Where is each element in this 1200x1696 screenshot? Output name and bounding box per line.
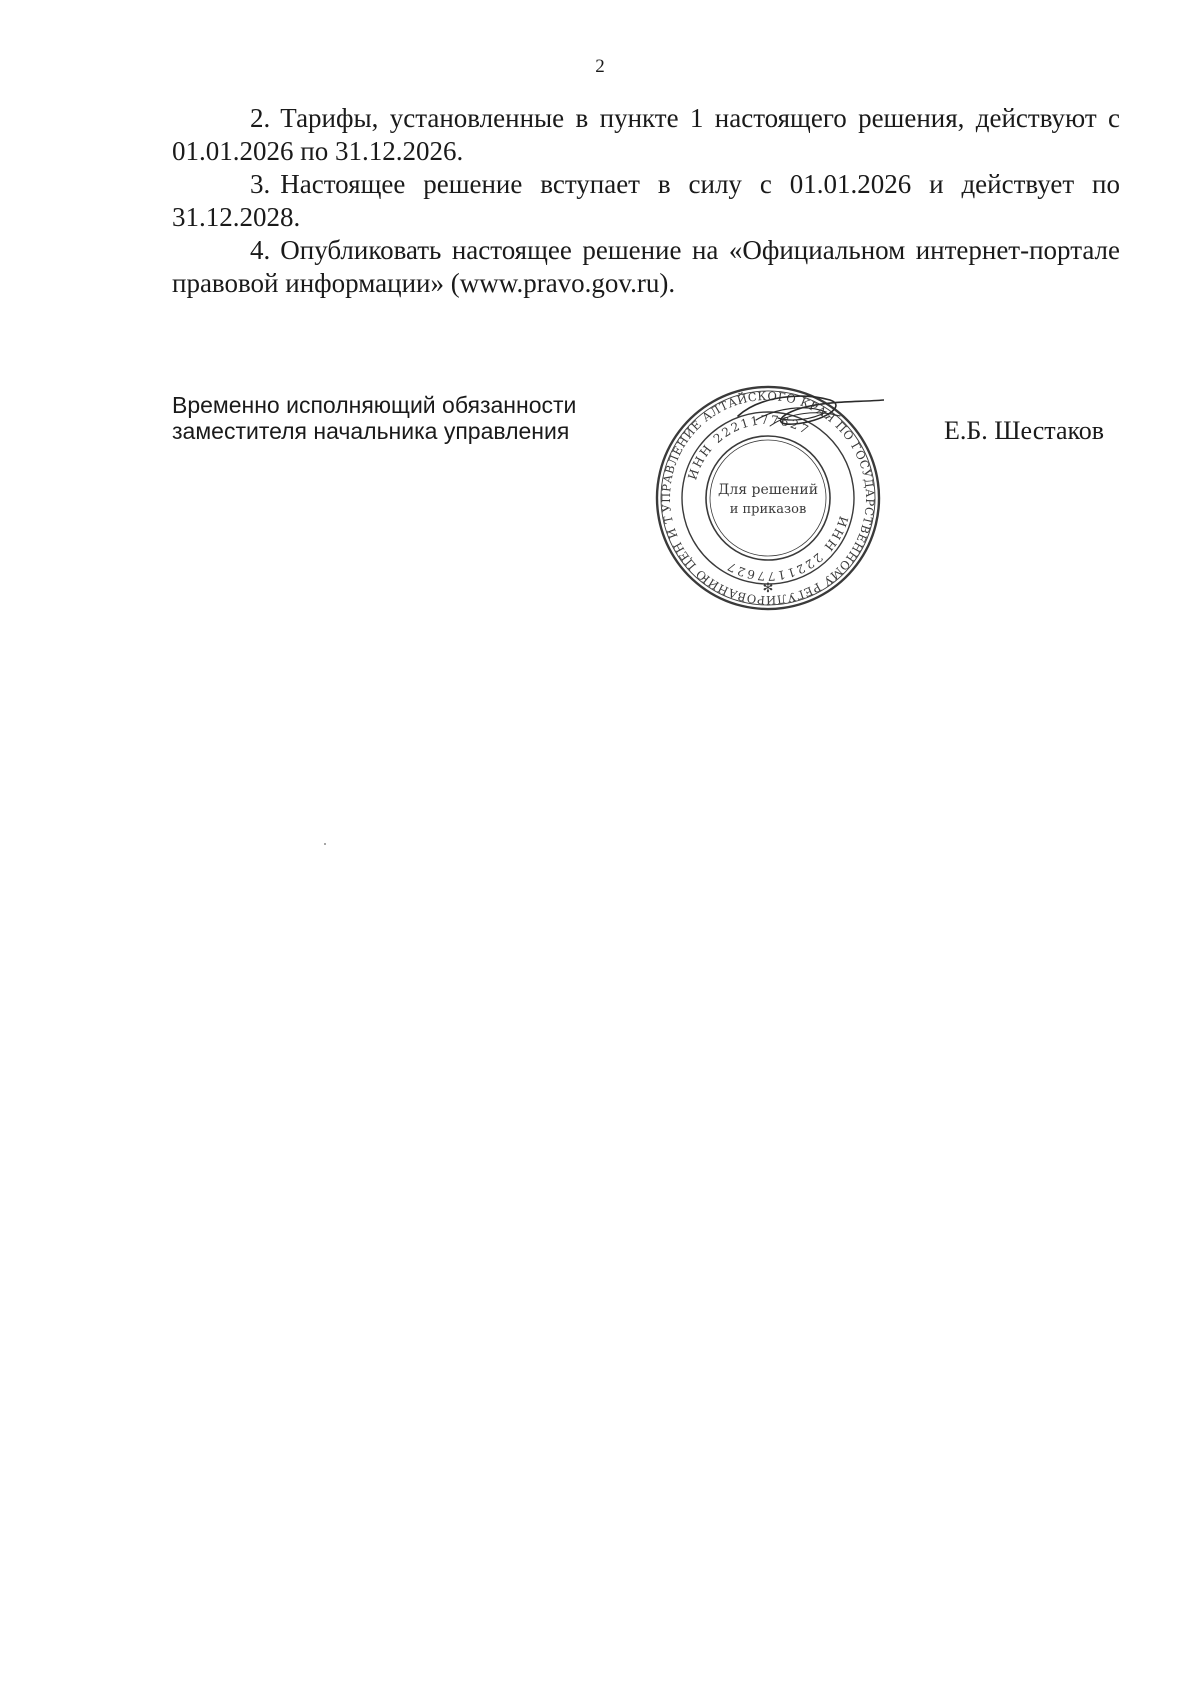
paragraph-number: 4.: [250, 235, 271, 265]
signatory-position-line-1: Временно исполняющий обязанности: [172, 392, 577, 418]
paragraph-2: [172, 102, 1120, 168]
paragraph-4: [172, 234, 1120, 300]
paragraph-text: Тарифы, установленные в пункте 1 настоящего решения, действуют с 01.01.2026 по 31.12.2026.: [172, 103, 1120, 166]
paragraph-number: 3.: [250, 169, 271, 199]
signatory-position: [172, 392, 576, 444]
stamp-center-line-1: Для решений: [717, 482, 819, 498]
stamp-outer-text: УПРАВЛЕНИЕ АЛТАЙСКОГО КРАЯ ПО ГОСУДАРСТВЕННОМУ РЕГУЛИРОВАНИЮ ЦЕН И ТАРИФОВ: [658, 388, 878, 608]
stamp-center-line-2: и приказов: [729, 502, 807, 517]
paragraph-number: 2.: [250, 103, 271, 133]
stamp-star-icon: ✻: [762, 581, 774, 596]
scan-artifact-dot: [324, 843, 326, 845]
paragraph-3: [172, 168, 1120, 234]
stamp-inn-text-lower: ИНН 2221177627: [723, 514, 851, 584]
page-number: 2: [595, 56, 605, 77]
stamp-inn-text: ИНН 2221177627: [685, 412, 813, 482]
signatory-position-line-2: заместителя начальника управления: [172, 418, 570, 444]
official-seal-stamp: [652, 382, 884, 614]
paragraph-text: Опубликовать настоящее решение на «Официальном интернет-портале правовой информации» (www.pravo.gov.ru).: [172, 235, 1120, 298]
signatory-name: Е.Б. Шестаков: [944, 416, 1105, 445]
document-body: [172, 102, 1120, 300]
paragraph-text: Настоящее решение вступает в силу с 01.01.2026 и действует по 31.12.2028.: [172, 169, 1120, 232]
